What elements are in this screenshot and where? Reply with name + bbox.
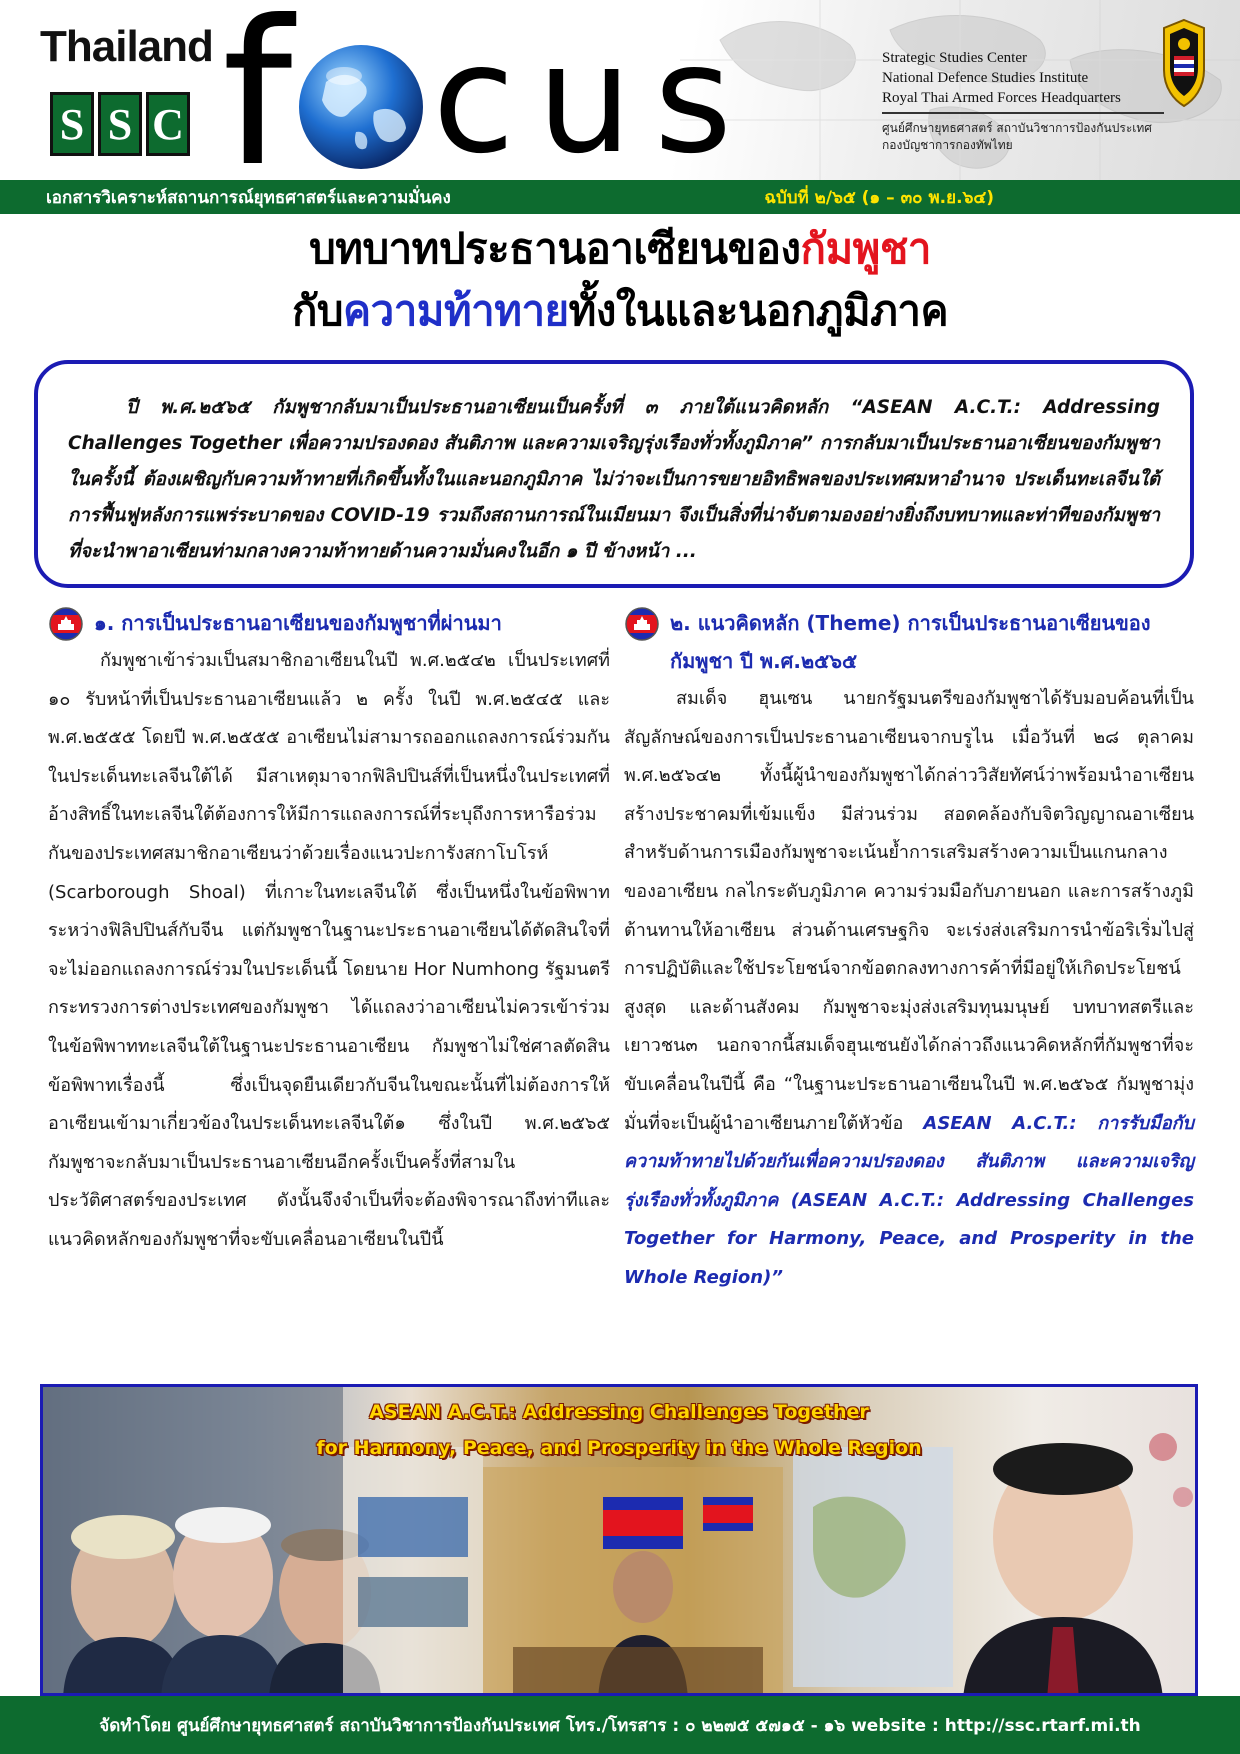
footer-contact: จัดทำโดย ศูนย์ศึกษายุทธศาสตร์ สถาบันวิชาการป้องกันประเทศ โทร./โทรสาร : ๐ ๒๒๗๕ ๕๗๑๕ - ๑๖ website : http://ssc.rtarf.mi.th — [99, 1715, 1141, 1736]
issue-number: ฉบับที่ ๒/๖๕ (๑ – ๓๐ พ.ย.๖๔) — [764, 187, 994, 208]
title-text: ทั้งในและนอกภูมิภาค — [568, 286, 949, 335]
publication-type: เอกสารวิเคราะห์สถานการณ์ยุทธศาสตร์และความมั่นคง — [46, 187, 451, 208]
section-2-heading — [624, 604, 1194, 680]
section-2-title: ๒. แนวคิดหลัก (Theme) การเป็นประธานอาเซียนของกัมพูชา ปี พ.ศ.๒๕๖๕ — [670, 611, 1151, 673]
org-divider — [882, 112, 1164, 114]
photo-collage-banner — [40, 1384, 1198, 1696]
page-title — [0, 218, 1240, 342]
org-name-line: Strategic Studies Center — [882, 50, 1027, 66]
focus-letter-f: f — [222, 0, 293, 180]
ssc-letter: S — [50, 92, 94, 156]
banner-caption-line-2: for Harmony, Peace, and Prosperity in the Whole Region — [316, 1437, 922, 1459]
globe-icon — [296, 42, 426, 172]
org-thai-line: กองบัญชาการกองทัพไทย — [882, 138, 1013, 152]
title-text: บทบาทประธานอาเซียนของ — [309, 224, 801, 273]
ssc-letter: S — [98, 92, 142, 156]
armed-forces-emblem-icon — [1160, 18, 1208, 108]
org-name-line: Royal Thai Armed Forces Headquarters — [882, 90, 1121, 106]
abstract-text: ปี พ.ศ.๒๕๖๕ กัมพูชากลับมาเป็นประธานอาเซียนเป็นครั้งที่ ๓ ภายใต้แนวคิดหลัก “ASEAN A.C.T.: Addressing Challenges Together เพื่อความปรองดอง สันติภาพ และความเจริญรุ่งเรืองทั่วทั้งภูมิภาค” การกลับมาเป็นประธานอาเซียนของกัมพูชาในครั้งนี้ ต้องเผชิญกับความท้าทายที่เกิดขึ้นทั้งในและนอกภูมิภาค ไม่ว่าจะเป็นการขยายอิทธิพลของประเทศมหาอำนาจ ประเด็นทะเลจีนใต้ การฟื้นฟูหลังการแพร่ระบาดของ COVID-19 รวมถึงสถานการณ์ในเมียนมา จึงเป็นสิ่งที่น่าจับตามองอย่างยิ่งถึงบทบาทและท่าทีของกัมพูชาที่จะนำพาอาเซียนท่ามกลางความท้าทายด้านความมั่นคงในอีก ๑ ปี ข้างหน้า ... — [68, 397, 1160, 562]
section-2 — [624, 604, 1194, 1298]
org-name-line: National Defence Studies Institute — [882, 70, 1089, 86]
cambodia-flag-icon — [48, 606, 84, 642]
brand-ssc-logo — [50, 92, 190, 156]
ssc-letter: C — [146, 92, 190, 156]
section-2-body — [624, 680, 1194, 1298]
banner-caption-line-1: ASEAN A.C.T.: Addressing Challenges Together — [369, 1401, 869, 1423]
masthead — [0, 0, 1240, 180]
section-1-body: กัมพูชาเข้าร่วมเป็นสมาชิกอาเซียนในปี พ.ศ.๒๕๔๒ เป็นประเทศที่ ๑๐ รับหน้าที่เป็นประธานอาเซียนแล้ว ๒ ครั้ง ในปี พ.ศ.๒๕๔๕ และ พ.ศ.๒๕๕๕ โดยปี พ.ศ.๒๕๕๕ อาเซียนไม่สามารถออกแถลงการณ์ร่วมกันในประเด็นทะเลจีนใต้ได้ มีสาเหตุมาจากฟิลิปปินส์ที่เป็นหนึ่งในประเทศที่อ้างสิทธิ์ในทะเลจีนใต้ต้องการให้มีการแถลงการณ์ที่ระบุถึงการหารือร่วมกันของประเทศสมาชิกอาเซียนว่าด้วยเรื่องแนวปะการังสกาโบโรห์ (Scarborough Shoal) ที่เกาะในทะเลจีนใต้ ซึ่งเป็นหนึ่งในข้อพิพาทระหว่างฟิลิปปินส์กับจีน แต่กัมพูชาในฐานะประธานอาเซียนได้ตัดสินใจที่จะไม่ออกแถลงการณ์ร่วมในประเด็นนี้ โดยนาย Hor Numhong รัฐมนตรีกระทรวงการต่างประเทศของกัมพูชา ได้แถลงว่าอาเซียนไม่ควรเข้าร่วมในข้อพิพาททะเลจีนใต้ในฐานะประธานอาเซียน กัมพูชาไม่ใช่ศาลตัดสินข้อพิพาทเรื่องนี้ ซึ่งเป็นจุดยืนเดียวกับจีนในขณะนั้นที่ไม่ต้องการให้อาเซียนเข้ามาเกี่ยวข้องในประเด็นทะเลจีนใต้๑ ซึ่งในปี พ.ศ.๒๕๖๕ กัมพูชาจะกลับมาเป็นประธานอาเซียนอีกครั้งเป็นครั้งที่สามในประวัติศาสตร์ของประเทศ ดังนั้นจึงจำเป็นที่จะต้องพิจารณาถึงท่าทีและแนวคิดหลักของกัมพูชาที่จะขับเคลื่อนอาเซียนในปีนี้ — [48, 650, 610, 1250]
title-line-1 — [0, 218, 1240, 280]
issue-bar — [0, 180, 1240, 214]
abstract-box — [34, 360, 1194, 588]
section-1 — [48, 604, 610, 1260]
org-thai-line: ศูนย์ศึกษายุทธศาสตร์ สถาบันวิชาการป้องกันประเทศ — [882, 121, 1152, 135]
title-text: กับ — [291, 286, 344, 335]
section-1-title: ๑. การเป็นประธานอาเซียนของกัมพูชาที่ผ่านมา — [94, 611, 502, 635]
section-2-theme-quote: ASEAN A.C.T.: การรับมือกับความท้าทายไปด้วยกันเพื่อความปรองดอง สันติภาพ และความเจริญรุ่งเรืองทั่วทั้งภูมิภาค (ASEAN A.C.T.: Addressing Challenges Together for Harmony, Peace, and Prosperity in the Whole Region)” — [624, 1112, 1194, 1288]
focus-letters-cus: cus — [432, 13, 755, 180]
title-highlight-blue: ความท้าทาย — [343, 286, 569, 335]
footer-bar — [0, 1696, 1240, 1754]
brand-thailand: Thailand — [40, 22, 213, 71]
leaders-group-left — [63, 1507, 381, 1696]
section-2-body-text: สมเด็จ ฮุนเซน นายกรัฐมนตรีของกัมพูชาได้รับมอบค้อนที่เป็นสัญลักษณ์ของการเป็นประธานอาเซียนจากบรูไน เมื่อวันที่ ๒๘ ตุลาคม พ.ศ.๒๕๖๔๒ ทั้งนี้ผู้นำของกัมพูชาได้กล่าววิสัยทัศน์ว่าพร้อมนำอาเซียนสร้างประชาคมที่เข้มแข็ง มีส่วนร่วม สอดคล้องกับจิตวิญญาณอาเซียน สำหรับด้านการเมืองกัมพูชาจะเน้นย้ำการเสริมสร้างความเป็นแกนกลางของอาเซียน กลไกระดับภูมิภาค ความร่วมมือกับภายนอก และการสร้างภูมิต้านทานให้อาเซียน ส่วนด้านเศรษฐกิจ จะเร่งส่งเสริมการนำข้อริเริ่มไปสู่การปฏิบัติและใช้ประโยชน์จากข้อตกลงทางการค้าที่มีอยู่ให้เกิดประโยชน์สูงสุด และด้านสังคม กัมพูชาจะมุ่งส่งเสริมทุนมนุษย์ บทบาทสตรีและเยาวชน๓ นอกจากนี้สมเด็จฮุนเซนยังได้กล่าวถึงแนวคิดหลักที่กัมพูชาที่จะขับเคลื่อนในปีนี้ คือ “ในฐานะประธานอาเซียนในปี พ.ศ.๒๕๖๕ กัมพูชามุ่งมั่นที่จะเป็นผู้นำอาเซียนภายใต้หัวข้อ — [624, 688, 1194, 1134]
cambodia-flag-icon — [624, 606, 660, 642]
section-1-heading — [48, 604, 610, 642]
collage-illustration — [43, 1387, 1198, 1696]
title-highlight-red: กัมพูชา — [800, 224, 931, 273]
title-line-2 — [0, 280, 1240, 342]
brand-focus-logo — [222, 0, 755, 180]
organization-block — [882, 48, 1172, 154]
